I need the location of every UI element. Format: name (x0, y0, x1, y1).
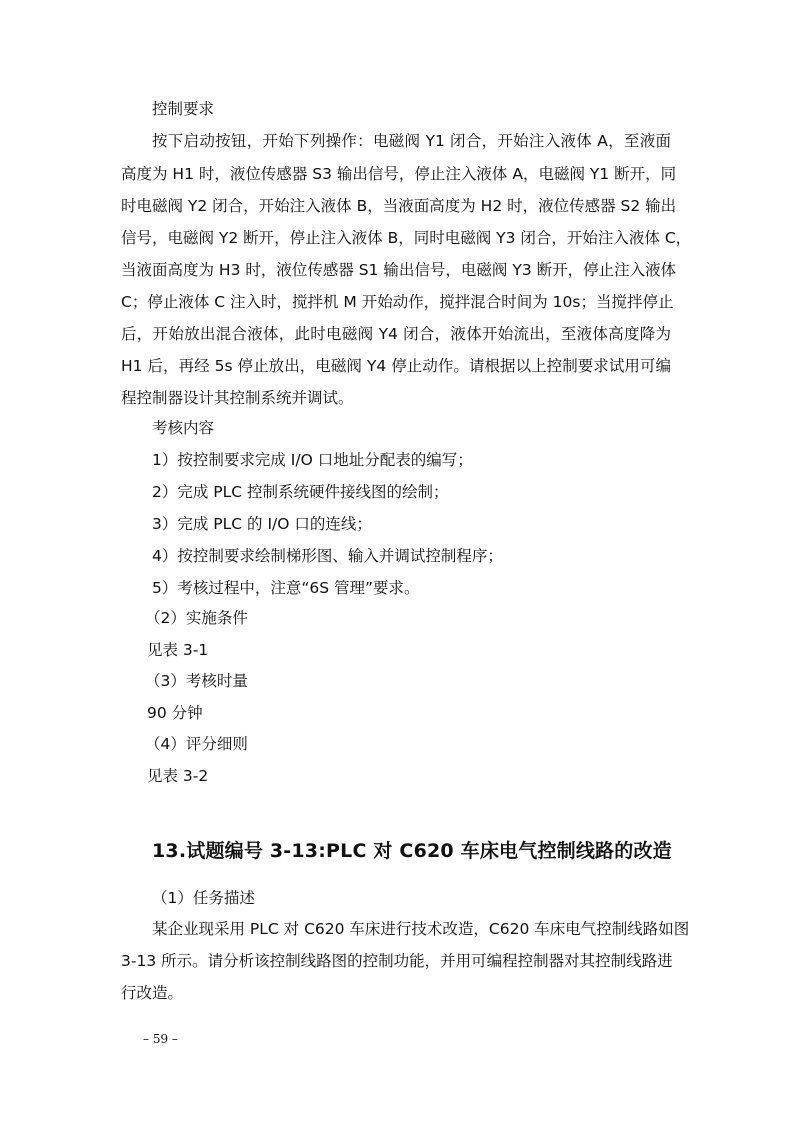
assessment-item: 5）考核过程中，注意“6S 管理”要求。 (152, 579, 420, 597)
task-paragraph-line: 行改造。 (121, 984, 184, 1002)
conditions-title: （2）实施条件 (145, 609, 248, 627)
time-title: （3）考核时量 (145, 672, 248, 690)
page-number: – 59 – (143, 1032, 178, 1046)
assessment-item: 4）按控制要求绘制梯形图、输入并调试控制程序； (152, 547, 503, 565)
control-paragraph-line: 信号，电磁阀 Y2 断开，停止注入液体 B，同时电磁阀 Y3 闭合，开始注入液体 C， (121, 229, 692, 247)
time-text: 90 分钟 (147, 704, 203, 722)
control-paragraph-line: 后，开始放出混合液体，此时电磁阀 Y4 闭合，液体开始流出，至液体高度降为 (121, 325, 671, 343)
control-paragraph-line: 时电磁阀 Y2 闭合，开始注入液体 B，当液面高度为 H2 时，液位传感器 S2 输出 (121, 197, 677, 215)
assessment-title: 考核内容 (152, 419, 215, 437)
control-paragraph-line: 按下启动按钮，开始下列操作：电磁阀 Y1 闭合，开始注入液体 A，至液面 (152, 132, 671, 150)
control-paragraph-line: 当液面高度为 H3 时，液位传感器 S1 输出信号，电磁阀 Y3 断开，停止注入液体 (121, 261, 677, 279)
assessment-item: 1）按控制要求完成 I/O 口地址分配表的编写； (152, 451, 473, 469)
rules-text: 见表 3-2 (147, 767, 209, 785)
control-requirements-title: 控制要求 (152, 100, 215, 118)
assessment-item: 3）完成 PLC 的 I/O 口的连线； (152, 515, 372, 533)
control-paragraph-line: H1 后，再经 5s 停止放出，电磁阀 Y4 停止动作。请根据以上控制要求试用可编 (121, 357, 671, 375)
control-paragraph-line: 高度为 H1 时，液位传感器 S3 输出信号，停止注入液体 A，电磁阀 Y1 断开，同 (121, 165, 677, 183)
task-description-title: （1）任务描述 (152, 889, 255, 907)
assessment-item: 2）完成 PLC 控制系统硬件接线图的绘制； (152, 483, 449, 501)
control-paragraph-line: C；停止液体 C 注入时，搅拌机 M 开始动作，搅拌混合时间为 10s；当搅拌停止 (121, 293, 674, 311)
task-paragraph-line: 3-13 所示。请分析该控制线路图的控制功能，并用可编程控制器对其控制线路进 (121, 952, 673, 970)
conditions-text: 见表 3-1 (147, 641, 209, 659)
control-paragraph-line: 程控制器设计其控制系统并调试。 (121, 389, 354, 407)
rules-title: （4）评分细则 (145, 735, 248, 753)
task-paragraph-line: 某企业现采用 PLC 对 C620 车床进行技术改造，C620 车床电气控制线路如图 (152, 920, 690, 938)
section-heading: 13.试题编号 3-13:PLC 对 C620 车床电气控制线路的改造 (152, 840, 672, 862)
